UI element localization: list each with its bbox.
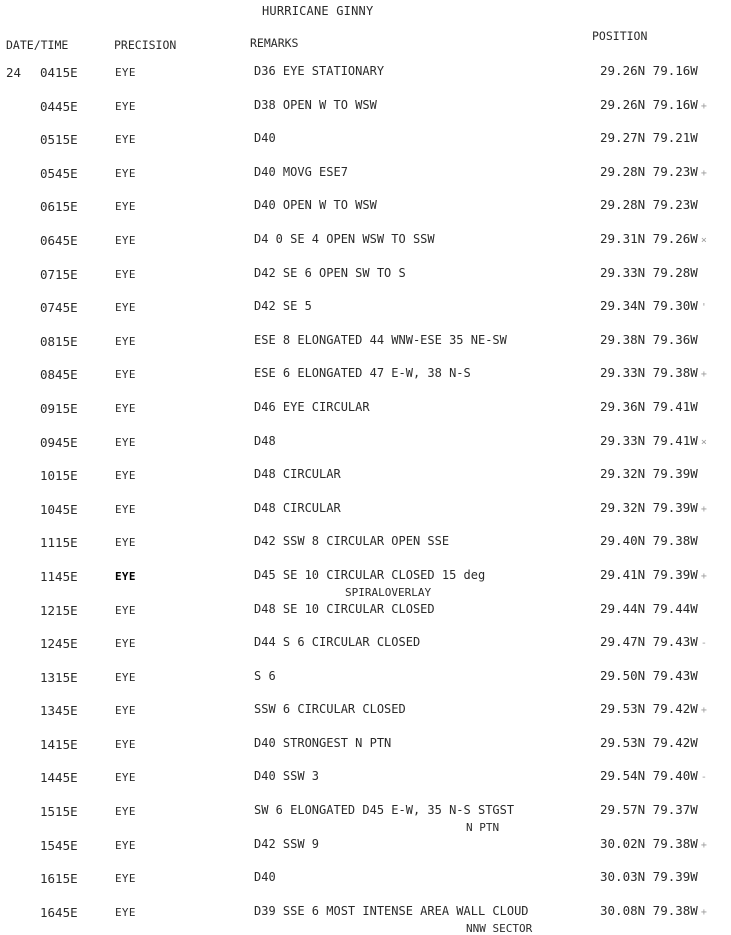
table-row (0, 861, 731, 895)
tick-mark: × (700, 436, 707, 448)
remarks-cell: D48 CIRCULAR (254, 467, 341, 482)
precision-cell: EYE (115, 502, 136, 516)
position-value: 30.08N 79.38W (600, 902, 698, 918)
position-cell (600, 802, 698, 817)
time-cell: 0515E (40, 132, 78, 148)
time-cell: 0545E (40, 165, 78, 181)
table-row (0, 593, 731, 627)
precision-cell: EYE (115, 469, 136, 483)
position-value: 29.28N 79.23W (600, 197, 698, 213)
precision-cell: EYE (115, 435, 136, 449)
remarks-cell: D42 SE 5 (254, 299, 312, 314)
position-cell (600, 399, 698, 414)
tick-mark: + (700, 705, 707, 717)
remarks-cell: D42 SE 6 OPEN SW TO S (254, 265, 406, 280)
time-cell: 0445E (40, 98, 78, 114)
tick-mark: + (700, 906, 707, 918)
remarks-cell: D38 OPEN W TO WSW (254, 97, 377, 112)
table-row (0, 895, 731, 935)
position-cell (600, 903, 707, 918)
precision-cell: EYE (115, 603, 136, 617)
time-cell: 0915E (40, 400, 78, 416)
time-cell: 1415E (40, 736, 78, 752)
time-cell: 0945E (40, 434, 78, 450)
position-cell (600, 567, 707, 582)
precision-cell: EYE (115, 66, 136, 79)
remarks-cell: D40 OPEN W TO WSW (254, 198, 377, 213)
precision-cell: EYE (115, 301, 136, 315)
position-cell (600, 869, 698, 884)
header-remarks: REMARKS (250, 36, 299, 50)
remarks-cell: D36 EYE STATIONARY (254, 64, 385, 78)
time-cell: 1015E (40, 468, 78, 484)
day-cell: 24 (6, 65, 22, 80)
position-cell (600, 466, 698, 481)
time-cell: 0745E (40, 300, 78, 316)
precision-cell: EYE (115, 637, 136, 651)
remarks-cell: ESE 6 ELONGATED 47 E-W, 38 N-S (254, 366, 471, 381)
position-cell (600, 533, 698, 548)
remarks-cell: SW 6 ELONGATED D45 E-W, 35 N-S STGST (254, 803, 515, 818)
position-value: 29.41N 79.39W (600, 566, 698, 582)
position-value: 29.34N 79.30W (600, 298, 698, 314)
remarks-cell: D46 EYE CIRCULAR (254, 399, 370, 414)
remarks-cell: D40 MOVG ESE7 (254, 164, 348, 179)
time-cell: 0715E (40, 266, 78, 282)
remarks-continuation: N PTN (466, 821, 500, 835)
time-cell: 0615E (40, 199, 78, 215)
remarks-cell: D48 CIRCULAR (254, 500, 341, 515)
time-cell: 1215E (40, 602, 78, 618)
position-cell (600, 130, 698, 145)
precision-cell: EYE (115, 905, 136, 919)
remarks-cell: D40 (254, 870, 276, 885)
table-row (0, 492, 731, 526)
table-row (0, 324, 731, 358)
position-cell (600, 164, 707, 179)
remarks-continuation: SPIRALOVERLAY (345, 585, 432, 599)
table-row (0, 89, 731, 123)
remarks-cell: D42 SSW 9 (254, 836, 320, 851)
time-cell: 1545E (40, 837, 78, 853)
position-value: 29.50N 79.43W (600, 667, 698, 683)
time-cell: 1315E (40, 669, 78, 685)
table-row (0, 794, 731, 835)
position-cell (600, 668, 698, 683)
position-cell (600, 365, 707, 380)
table-row (0, 727, 731, 761)
precision-cell: EYE (115, 872, 136, 886)
remarks-cell: D45 SE 10 CIRCULAR CLOSED 15 deg (254, 567, 486, 582)
precision-cell: EYE (115, 267, 136, 281)
position-cell (600, 298, 707, 313)
position-value: 29.27N 79.21W (600, 130, 698, 146)
precision-cell: EYE (115, 805, 136, 819)
position-value: 29.31N 79.26W (600, 230, 698, 246)
table-row (0, 559, 731, 599)
tick-mark: + (700, 369, 707, 381)
precision-cell: EYE (115, 536, 136, 550)
precision-cell: EYE (115, 838, 136, 852)
position-value: 29.33N 79.28W (600, 264, 698, 280)
observation-table (0, 55, 731, 935)
position-value: 29.36N 79.41W (600, 398, 698, 414)
precision-cell: EYE (115, 233, 136, 247)
position-value: 29.33N 79.41W (600, 432, 698, 448)
precision-cell: EYE (115, 401, 136, 415)
remarks-cell: SSW 6 CIRCULAR CLOSED (254, 702, 406, 717)
precision-cell: EYE (115, 670, 136, 684)
position-value: 29.53N 79.42W (600, 734, 698, 750)
table-row (0, 626, 731, 660)
time-cell: 1515E (40, 804, 78, 820)
position-cell (600, 332, 698, 347)
position-cell (600, 231, 707, 246)
position-value: 29.57N 79.37W (600, 802, 698, 818)
tick-mark: + (700, 100, 707, 112)
tick-mark: × (700, 234, 707, 246)
table-row (0, 391, 731, 425)
header-position: POSITION (592, 29, 648, 43)
position-cell (600, 433, 707, 448)
time-cell: 1445E (40, 770, 78, 786)
precision-cell: EYE (115, 133, 136, 147)
position-value: 29.44N 79.44W (600, 600, 698, 616)
header-precision: PRECISION (114, 38, 177, 52)
table-row (0, 122, 731, 156)
remarks-cell: ESE 8 ELONGATED 44 WNW-ESE 35 NE-SW (254, 332, 507, 347)
precision-cell: EYE (115, 368, 136, 382)
position-value: 29.53N 79.42W (600, 701, 698, 717)
header-date-time: DATE/TIME (6, 38, 69, 52)
tick-mark: + (700, 167, 707, 179)
time-cell: 1345E (40, 703, 78, 719)
position-value: 29.54N 79.40W (600, 768, 698, 784)
precision-cell: EYE (115, 166, 136, 180)
time-cell: 0845E (40, 367, 78, 383)
precision-cell: EYE (115, 704, 136, 718)
time-cell: 0815E (40, 333, 78, 349)
tick-mark: ' (700, 302, 707, 314)
precision-cell: EYE (115, 737, 136, 751)
remarks-cell: D44 S 6 CIRCULAR CLOSED (254, 635, 421, 650)
position-cell (600, 601, 698, 616)
position-value: 29.47N 79.43W (600, 634, 698, 650)
table-row (0, 189, 731, 223)
table-row (0, 828, 731, 862)
table-row (0, 290, 731, 324)
position-cell (600, 97, 707, 112)
time-cell: 1145E (40, 568, 78, 584)
position-value: 29.40N 79.38W (600, 533, 698, 549)
remarks-cell: D48 SE 10 CIRCULAR CLOSED (254, 601, 435, 616)
table-row (0, 223, 731, 257)
position-cell (600, 768, 707, 783)
remarks-continuation: NNW SECTOR (466, 921, 533, 935)
table-row (0, 458, 731, 492)
table-row (0, 760, 731, 794)
time-cell: 1615E (40, 871, 78, 887)
tick-mark: + (700, 570, 707, 582)
tick-mark: - (700, 638, 707, 650)
tick-mark: + (700, 503, 707, 515)
position-value: 30.02N 79.38W (600, 835, 698, 851)
remarks-cell: D40 (254, 131, 276, 146)
precision-cell: EYE (115, 99, 136, 113)
time-cell: 1245E (40, 636, 78, 652)
position-cell (600, 634, 707, 649)
precision-cell: EYE (115, 771, 136, 785)
remarks-cell: D39 SSE 6 MOST INTENSE AREA WALL CLOUD (254, 903, 529, 918)
precision-cell: EYE (115, 200, 136, 214)
remarks-cell: D42 SSW 8 CIRCULAR OPEN SSE (254, 534, 450, 549)
table-row (0, 55, 731, 89)
tick-mark: + (700, 839, 707, 851)
position-value: 29.33N 79.38W (600, 365, 698, 381)
position-cell (600, 735, 698, 750)
remarks-cell: D4 0 SE 4 OPEN WSW TO SSW (254, 231, 435, 246)
position-value: 29.28N 79.23W (600, 163, 698, 179)
remarks-cell: D40 SSW 3 (254, 769, 320, 784)
remarks-cell: S 6 (254, 668, 276, 683)
table-row (0, 156, 731, 190)
position-cell (600, 836, 707, 851)
remarks-cell: D40 STRONGEST N PTN (254, 735, 392, 750)
time-cell: 0645E (40, 232, 78, 248)
table-row (0, 660, 731, 694)
position-cell (600, 63, 698, 78)
tick-mark: - (700, 772, 707, 784)
document-title: HURRICANE GINNY (262, 4, 374, 18)
table-row (0, 257, 731, 291)
time-cell: 1645E (40, 904, 78, 920)
precision-cell: EYE (115, 334, 136, 348)
time-cell: 1115E (40, 535, 78, 551)
position-cell (600, 500, 707, 515)
table-row (0, 525, 731, 559)
position-cell (600, 701, 707, 716)
position-value: 29.26N 79.16W (600, 96, 698, 112)
position-value: 29.32N 79.39W (600, 499, 698, 515)
table-row (0, 693, 731, 727)
position-value: 29.38N 79.36W (600, 331, 698, 347)
position-value: 29.32N 79.39W (600, 466, 698, 482)
table-row (0, 425, 731, 459)
position-value: 30.03N 79.39W (600, 869, 698, 885)
position-cell (600, 265, 698, 280)
position-cell (600, 197, 698, 212)
time-cell: 1045E (40, 501, 78, 517)
remarks-cell: D48 (254, 433, 276, 448)
table-row (0, 357, 731, 391)
precision-cell: EYE (115, 569, 136, 583)
time-cell: 0415E (40, 65, 78, 80)
position-value: 29.26N 79.16W (600, 63, 698, 78)
